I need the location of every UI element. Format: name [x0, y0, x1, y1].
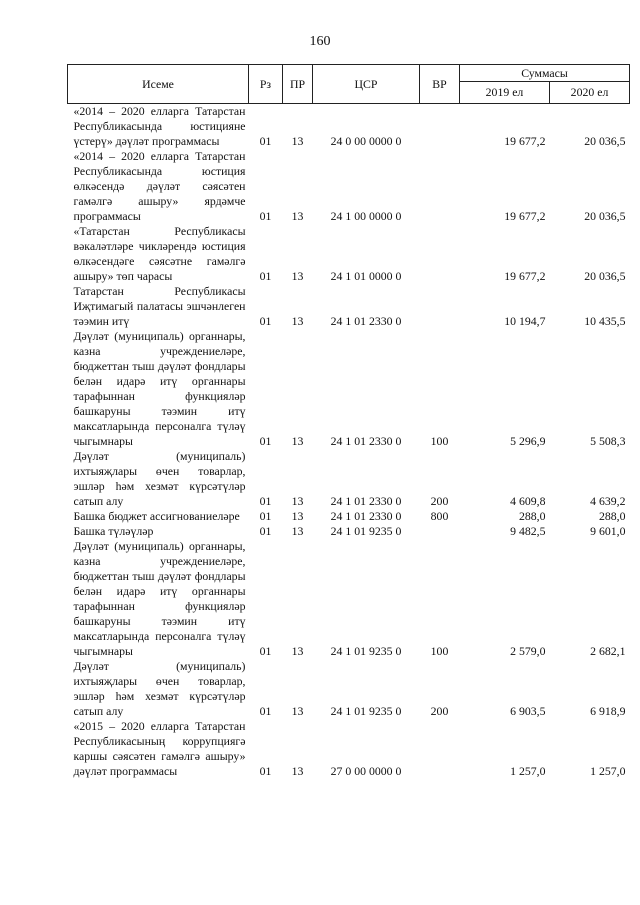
header-rz: Рз: [249, 65, 283, 104]
header-year-2020: 2020 ел: [550, 82, 630, 104]
row-vr: [420, 104, 460, 150]
table-row: [68, 449, 630, 509]
row-sum-2020: 9 601,0: [590, 524, 626, 538]
row-sum-2020: 2 682,1: [590, 644, 626, 658]
row-sum-2020: 6 918,9: [590, 704, 626, 718]
row-csr: 24 1 01 0000 0: [330, 269, 402, 283]
row-sum-2019: 288,0: [518, 509, 546, 523]
row-name: «2014 – 2020 елларга Татарстан Республикасында юстиция өлкәсендә дәүләт сәясәтен гамәлгә ашыру» ярдәмче программасы: [73, 149, 246, 223]
row-sum-2019: 1 257,0: [510, 764, 546, 778]
row-csr: 24 1 01 9235 0: [330, 524, 402, 538]
header-pr: ПР: [283, 65, 313, 104]
row-name: Башка түләүләр: [73, 524, 154, 538]
row-name: Дәүләт (муниципаль) органнары, казна учреждениеләре, бюджеттан тыш дәүләт фондлары белән идарә итү органнары тарафыннан функцияләр башкаруны тәэмин итү максатларында персоналга түләү чыгымнары: [73, 539, 246, 658]
row-pr: 13: [291, 434, 304, 448]
row-csr: 24 1 01 2330 0: [330, 509, 402, 523]
row-sum-2019: 4 609,8: [510, 494, 546, 508]
row-rz: 01: [259, 524, 272, 538]
row-vr: [420, 149, 460, 224]
row-sum-2020: 20 036,5: [584, 269, 626, 283]
row-sum-2019: 2 579,0: [510, 644, 546, 658]
row-rz: 01: [259, 704, 272, 718]
row-vr: [420, 224, 460, 284]
row-pr: 13: [291, 644, 304, 658]
row-rz: 01: [259, 509, 272, 523]
row-rz: 01: [259, 434, 272, 448]
row-sum-2019: 19 677,2: [504, 209, 546, 223]
table-row: [68, 509, 630, 524]
row-pr: 13: [291, 764, 304, 778]
row-sum-2020: 20 036,5: [584, 134, 626, 148]
row-name: Дәүләт (муниципаль) органнары, казна учреждениеләре, бюджеттан тыш дәүләт фондлары белән идарә итү органнары тарафыннан функцияләр башкаруны тәэмин итү максатларында персоналга түләү чыгымнары: [73, 329, 246, 448]
row-csr: 27 0 00 0000 0: [330, 764, 402, 778]
header-year-2019: 2019 ел: [460, 82, 550, 104]
header-name: Исеме: [68, 65, 249, 104]
row-sum-2020: 1 257,0: [590, 764, 626, 778]
row-sum-2020: 5 508,3: [590, 434, 626, 448]
row-sum-2020: 20 036,5: [584, 209, 626, 223]
table-body: [68, 104, 630, 780]
table-row: [68, 659, 630, 719]
row-pr: 13: [291, 524, 304, 538]
table-row: [68, 329, 630, 449]
row-csr: 24 1 01 2330 0: [330, 434, 402, 448]
header-csr: ЦСР: [313, 65, 420, 104]
row-csr: 24 1 01 2330 0: [330, 314, 402, 328]
row-csr: 24 1 01 9235 0: [330, 644, 402, 658]
row-name: Татарстан Республикасы Иҗтимагый палатасы эшчәнлеген тәэмин итү: [73, 284, 246, 328]
table-row: [68, 224, 630, 284]
row-sum-2019: 10 194,7: [504, 314, 546, 328]
row-pr: 13: [291, 494, 304, 508]
row-sum-2020: 4 639,2: [590, 494, 626, 508]
row-sum-2020: 10 435,5: [584, 314, 626, 328]
table-row: [68, 524, 630, 539]
row-vr: [420, 284, 460, 329]
row-rz: 01: [259, 134, 272, 148]
row-vr: 800: [430, 509, 449, 523]
row-sum-2019: 6 903,5: [510, 704, 546, 718]
row-rz: 01: [259, 764, 272, 778]
page-number: 160: [309, 34, 331, 49]
table-row: [68, 719, 630, 779]
table-header: [68, 65, 630, 104]
row-rz: 01: [259, 644, 272, 658]
row-pr: 13: [291, 209, 304, 223]
row-sum-2019: 19 677,2: [504, 269, 546, 283]
header-sum: Суммасы: [460, 65, 630, 82]
row-name: «Татарстан Республикасы вәкаләтләре чикләрендә юстиция өлкәсендәге сәясәтне гамәлгә ашыру» төп чарасы: [73, 224, 246, 283]
table-row: [68, 149, 630, 224]
row-csr: 24 1 01 9235 0: [330, 704, 402, 718]
table-row: [68, 104, 630, 150]
budget-table: [67, 64, 630, 779]
row-rz: 01: [259, 494, 272, 508]
row-name: «2015 – 2020 елларга Татарстан Республикасының коррупциягә каршы сәясәтен гамәлгә ашыру» дәүләт программасы: [73, 719, 246, 778]
row-sum-2019: 5 296,9: [510, 434, 546, 448]
table-row: [68, 539, 630, 659]
table-row: [68, 284, 630, 329]
row-rz: 01: [259, 209, 272, 223]
row-pr: 13: [291, 134, 304, 148]
header-vr: ВР: [420, 65, 460, 104]
row-csr: 24 1 00 0000 0: [330, 209, 402, 223]
row-name: Башка бюджет ассигнованиеләре: [73, 509, 240, 523]
row-sum-2019: 19 677,2: [504, 134, 546, 148]
row-sum-2019: 9 482,5: [510, 524, 546, 538]
row-vr: [420, 719, 460, 779]
row-pr: 13: [291, 509, 304, 523]
row-vr: 200: [430, 704, 449, 718]
row-rz: 01: [259, 314, 272, 328]
row-name: Дәүләт (муниципаль) ихтыяҗлары өчен товарлар, эшләр һәм хезмәт күрсәтүләр сатып алу: [73, 659, 246, 718]
row-vr: 100: [430, 434, 449, 448]
row-vr: 200: [430, 494, 449, 508]
row-name: «2014 – 2020 елларга Татарстан Республикасында юстицияне үстерү» дәүләт программасы: [73, 104, 246, 148]
row-name: Дәүләт (муниципаль) ихтыяҗлары өчен товарлар, эшләр һәм хезмәт күрсәтүләр сатып алу: [73, 449, 246, 508]
row-sum-2020: 288,0: [598, 509, 626, 523]
row-pr: 13: [291, 704, 304, 718]
row-csr: 24 1 01 2330 0: [330, 494, 402, 508]
row-pr: 13: [291, 314, 304, 328]
row-vr: [420, 524, 460, 539]
row-vr: 100: [430, 644, 449, 658]
row-pr: 13: [291, 269, 304, 283]
row-rz: 01: [259, 269, 272, 283]
row-csr: 24 0 00 0000 0: [330, 134, 402, 148]
